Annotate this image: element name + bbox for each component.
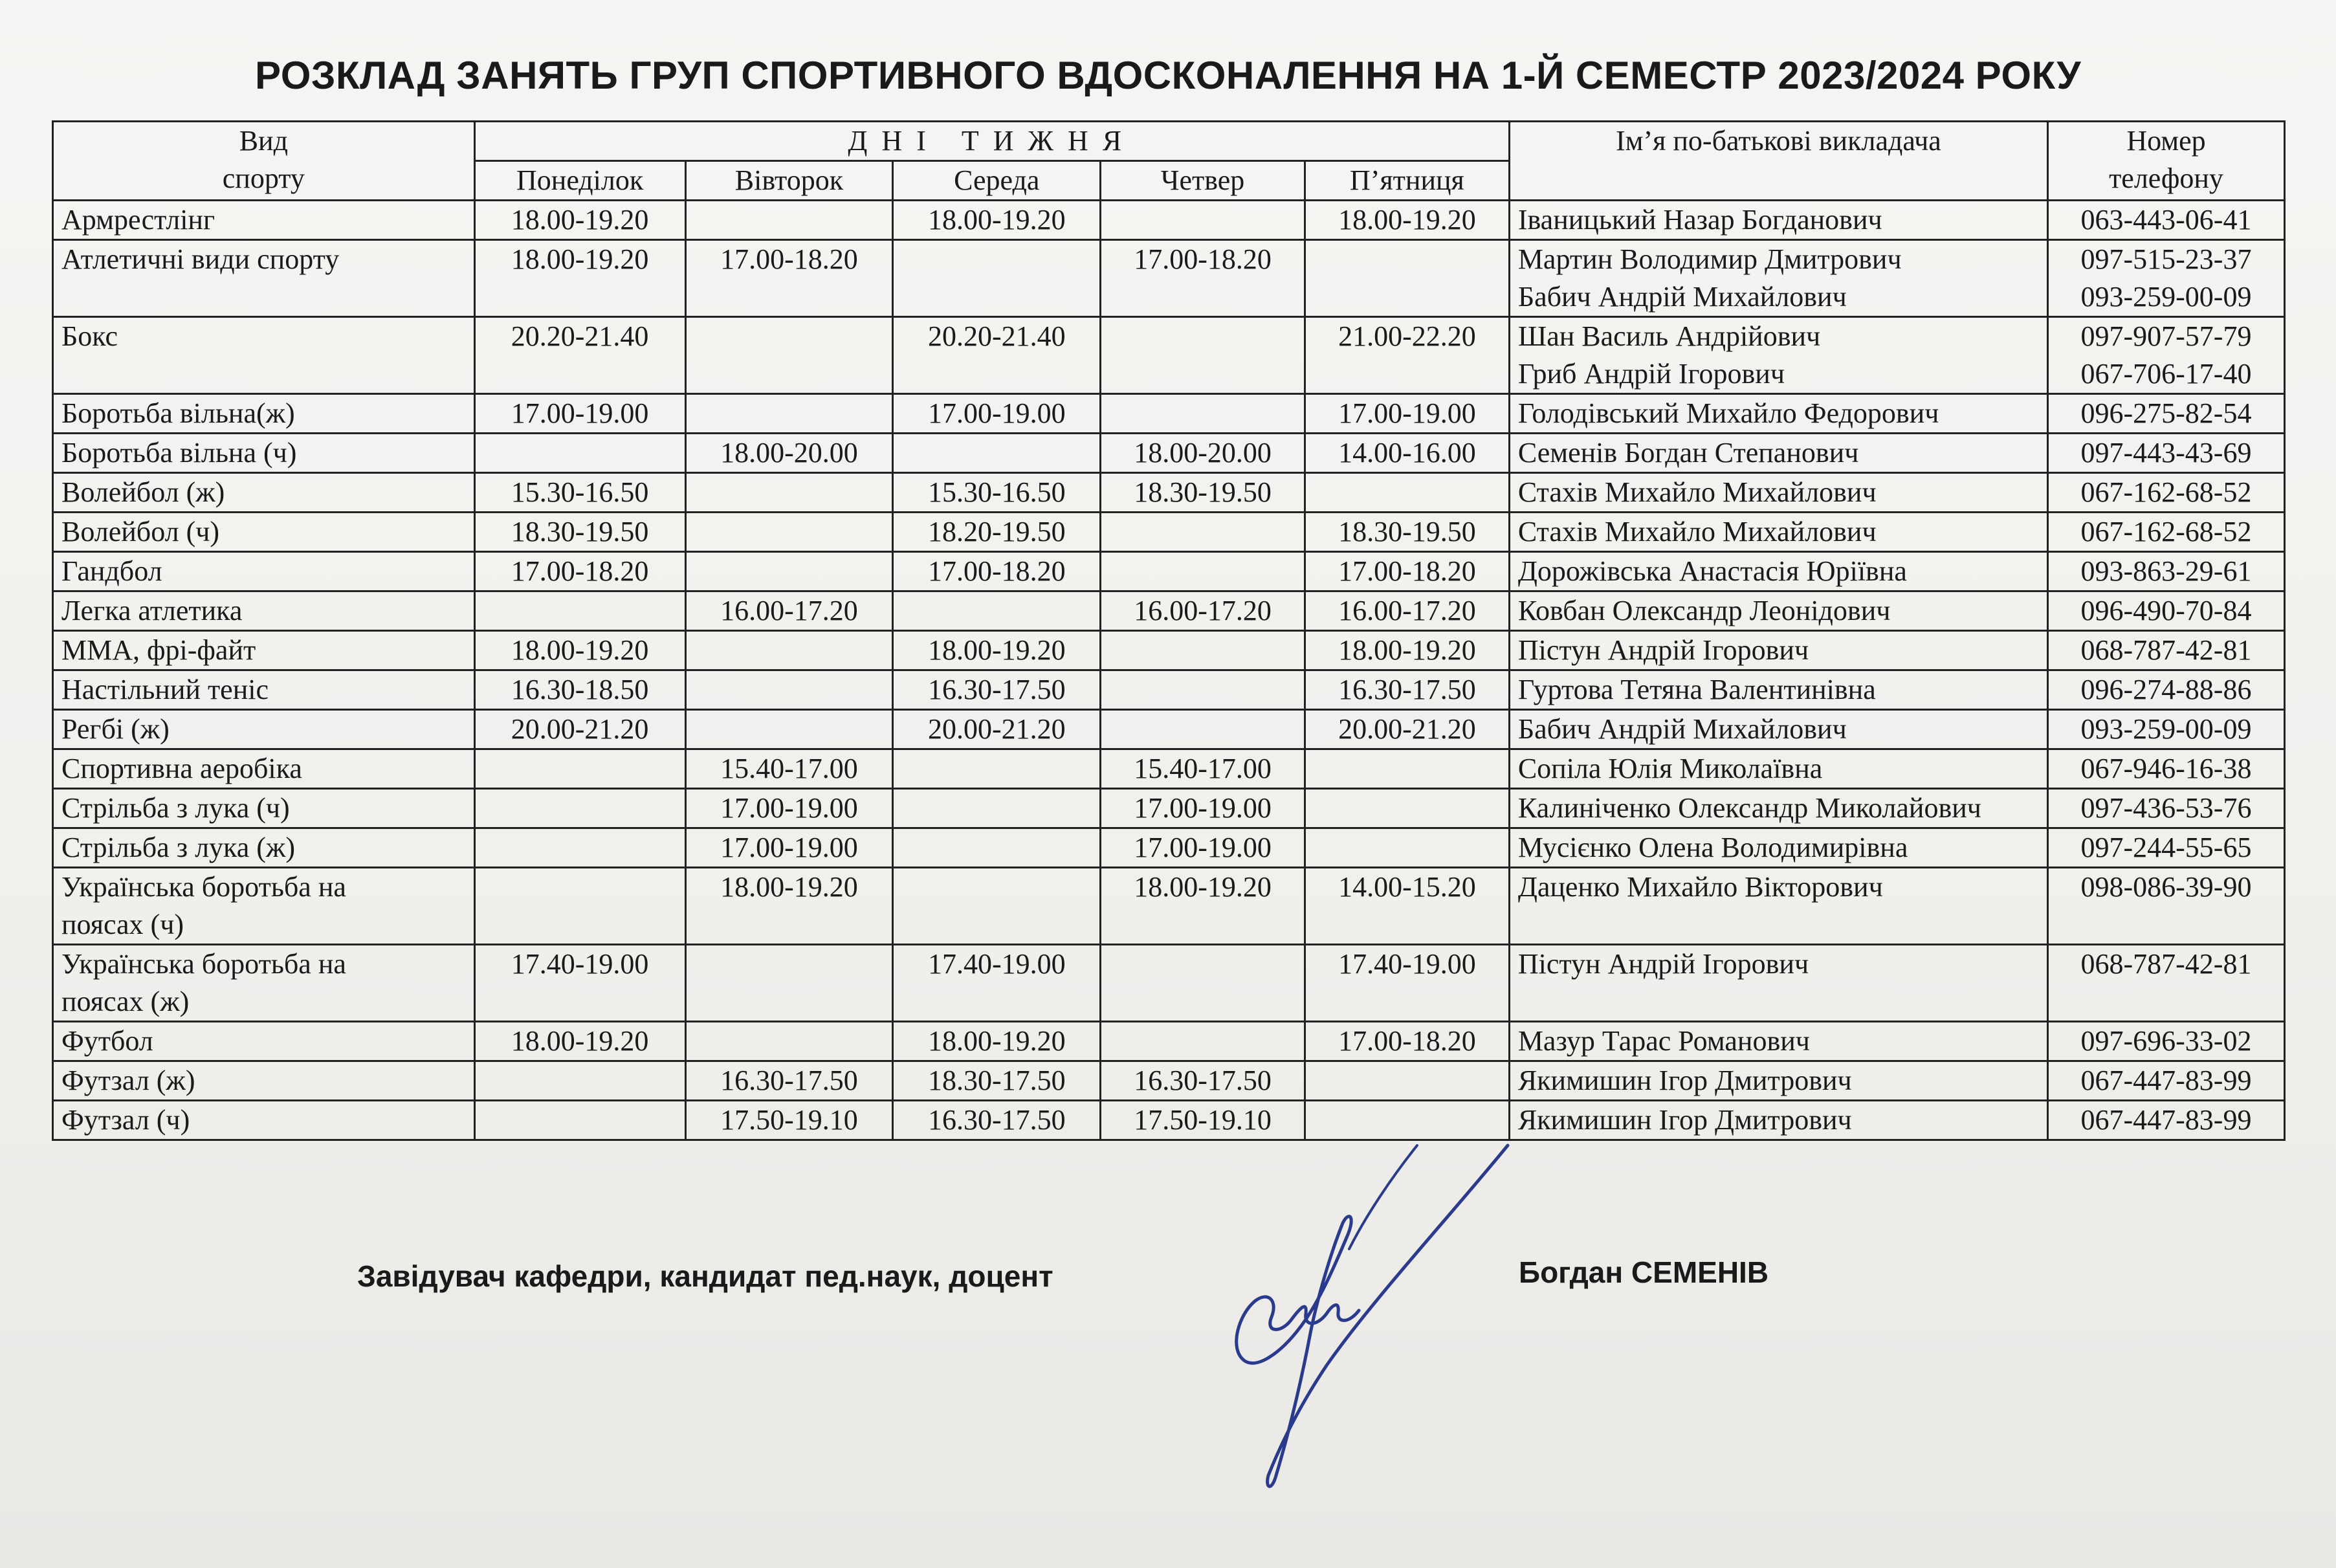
time-cell-wednesday <box>893 591 1101 631</box>
time-cell-tuesday: 16.00-17.20 <box>685 591 893 631</box>
time-cell-thursday: 17.50-19.10 <box>1101 1101 1305 1140</box>
sport-name: Бокс <box>61 320 118 352</box>
time-cell-wednesday <box>893 828 1101 868</box>
time-cell-thursday: 16.00-17.20 <box>1101 591 1305 631</box>
time-cell-friday: 18.00-19.20 <box>1305 631 1510 670</box>
phone-number: 098-086-39-90 <box>2080 871 2252 903</box>
teacher-cell <box>1509 513 2047 552</box>
time-cell-monday: 17.00-18.20 <box>474 552 685 591</box>
phone-number: 063-443-06-41 <box>2080 204 2252 236</box>
phone-number: 096-490-70-84 <box>2080 595 2252 626</box>
phone-number: 067-447-83-99 <box>2080 1104 2252 1136</box>
sport-name: Спортивна аеробіка <box>61 753 302 784</box>
phone-number: 093-259-00-09 <box>2080 281 2252 313</box>
teacher-name: Бабич Андрій Михайлович <box>1517 281 1847 313</box>
sport-cell <box>53 317 475 394</box>
time-cell-tuesday: 17.00-18.20 <box>685 240 893 317</box>
teacher-cell <box>1509 710 2047 749</box>
time-cell-wednesday: 16.30-17.50 <box>893 670 1101 710</box>
sport-name: Стрільба з лука (ж) <box>61 832 295 863</box>
teacher-column-header: Ім’я по-батькові викладача <box>1509 122 2047 201</box>
phone-number: 096-275-82-54 <box>2080 397 2252 429</box>
teacher-cell <box>1509 473 2047 513</box>
phone-cell <box>2047 434 2284 473</box>
sport-name: Боротьба вільна(ж) <box>61 397 295 429</box>
time-cell-wednesday: 20.00-21.20 <box>893 710 1101 749</box>
schedule-body <box>53 201 2285 1140</box>
sport-cell <box>53 670 475 710</box>
phone-cell <box>2047 1061 2284 1101</box>
phone-cell <box>2047 394 2284 434</box>
table-row <box>53 710 2285 749</box>
sport-cell <box>53 552 475 591</box>
time-cell-monday: 18.00-19.20 <box>474 201 685 240</box>
day-header-monday: Понеділок <box>474 161 685 201</box>
sport-column-header: Вид спорту <box>53 122 475 201</box>
phone-number: 067-162-68-52 <box>2080 476 2252 508</box>
time-cell-thursday: 18.00-20.00 <box>1101 434 1305 473</box>
sport-name: Українська боротьба на <box>61 871 346 903</box>
teacher-name: Гриб Андрій Ігорович <box>1517 358 1785 390</box>
handwritten-signature <box>1204 1139 1527 1501</box>
time-cell-monday: 18.00-19.20 <box>474 240 685 317</box>
phone-cell <box>2047 631 2284 670</box>
teacher-name: Іваницький Назар Богданович <box>1517 204 1882 236</box>
time-cell-tuesday <box>685 710 893 749</box>
teacher-name: Семенів Богдан Степанович <box>1517 437 1859 469</box>
phone-number: 097-696-33-02 <box>2080 1025 2252 1057</box>
sport-name: Атлетичні види спорту <box>61 243 340 275</box>
table-row <box>53 670 2285 710</box>
table-row <box>53 591 2285 631</box>
sport-cell <box>53 1061 475 1101</box>
sport-cell <box>53 868 475 945</box>
sport-cell <box>53 631 475 670</box>
table-row <box>53 552 2285 591</box>
table-row <box>53 317 2285 394</box>
time-cell-wednesday <box>893 434 1101 473</box>
time-cell-wednesday: 18.20-19.50 <box>893 513 1101 552</box>
teacher-name: Мусієнко Олена Володимирівна <box>1517 832 1908 863</box>
time-cell-thursday: 15.40-17.00 <box>1101 749 1305 789</box>
table-row <box>53 631 2285 670</box>
sport-name: Українська боротьба на <box>61 948 346 980</box>
time-cell-tuesday: 18.00-20.00 <box>685 434 893 473</box>
time-cell-tuesday <box>685 317 893 394</box>
time-cell-tuesday <box>685 201 893 240</box>
teacher-cell <box>1509 394 2047 434</box>
time-cell-wednesday: 15.30-16.50 <box>893 473 1101 513</box>
time-cell-monday <box>474 434 685 473</box>
day-header-wednesday: Середа <box>893 161 1101 201</box>
sport-cell <box>53 710 475 749</box>
table-row <box>53 1022 2285 1061</box>
table-row <box>53 749 2285 789</box>
table-row <box>53 240 2285 317</box>
sport-name: Волейбол (ж) <box>61 476 225 508</box>
teacher-cell <box>1509 789 2047 828</box>
time-cell-friday: 21.00-22.20 <box>1305 317 1510 394</box>
time-cell-tuesday <box>685 552 893 591</box>
phone-number: 068-787-42-81 <box>2080 634 2252 666</box>
time-cell-friday <box>1305 789 1510 828</box>
time-cell-wednesday: 20.20-21.40 <box>893 317 1101 394</box>
sport-name: поясах (ч) <box>61 909 184 940</box>
sport-cell <box>53 591 475 631</box>
phone-number: 068-787-42-81 <box>2080 948 2252 980</box>
signatory-position: Завідувач кафедри, кандидат пед.наук, доцент <box>357 1259 1053 1293</box>
time-cell-wednesday <box>893 240 1101 317</box>
time-cell-thursday: 17.00-19.00 <box>1101 789 1305 828</box>
time-cell-friday: 14.00-16.00 <box>1305 434 1510 473</box>
day-header-friday: П’ятниця <box>1305 161 1510 201</box>
teacher-cell <box>1509 552 2047 591</box>
teacher-name: Стахів Михайло Михайлович <box>1517 516 1877 547</box>
time-cell-friday: 16.30-17.50 <box>1305 670 1510 710</box>
time-cell-thursday <box>1101 201 1305 240</box>
time-cell-thursday <box>1101 945 1305 1022</box>
time-cell-wednesday: 18.30-17.50 <box>893 1061 1101 1101</box>
time-cell-thursday <box>1101 317 1305 394</box>
sport-name: поясах (ж) <box>61 986 190 1017</box>
phone-cell <box>2047 868 2284 945</box>
phone-cell <box>2047 710 2284 749</box>
sport-cell <box>53 749 475 789</box>
phone-cell <box>2047 201 2284 240</box>
sport-cell <box>53 201 475 240</box>
time-cell-monday: 18.00-19.20 <box>474 631 685 670</box>
teacher-name: Ковбан Олександр Леонідович <box>1517 595 1891 626</box>
phone-number: 097-907-57-79 <box>2080 320 2252 352</box>
phone-number: 067-447-83-99 <box>2080 1065 2252 1096</box>
time-cell-monday <box>474 789 685 828</box>
phone-cell <box>2047 789 2284 828</box>
teacher-name: Пістун Андрій Ігорович <box>1517 948 1809 980</box>
sport-cell <box>53 945 475 1022</box>
time-cell-wednesday: 16.30-17.50 <box>893 1101 1101 1140</box>
sport-cell <box>53 240 475 317</box>
sport-name: Футбол <box>61 1025 153 1057</box>
teacher-name: Даценко Михайло Вікторович <box>1517 871 1883 903</box>
time-cell-friday: 17.00-18.20 <box>1305 552 1510 591</box>
table-row <box>53 868 2285 945</box>
table-row <box>53 1101 2285 1140</box>
teacher-cell <box>1509 749 2047 789</box>
time-cell-tuesday: 17.50-19.10 <box>685 1101 893 1140</box>
time-cell-thursday: 17.00-18.20 <box>1101 240 1305 317</box>
phone-cell <box>2047 945 2284 1022</box>
time-cell-thursday <box>1101 1022 1305 1061</box>
phone-cell <box>2047 240 2284 317</box>
time-cell-tuesday <box>685 473 893 513</box>
teacher-name: Мартин Володимир Дмитрович <box>1517 243 1902 275</box>
phone-number: 097-436-53-76 <box>2080 792 2252 824</box>
time-cell-monday: 16.30-18.50 <box>474 670 685 710</box>
teacher-cell <box>1509 1101 2047 1140</box>
phone-cell <box>2047 591 2284 631</box>
time-cell-wednesday: 17.00-18.20 <box>893 552 1101 591</box>
time-cell-friday: 18.00-19.20 <box>1305 201 1510 240</box>
time-cell-monday <box>474 749 685 789</box>
time-cell-thursday: 16.30-17.50 <box>1101 1061 1305 1101</box>
time-cell-tuesday: 17.00-19.00 <box>685 828 893 868</box>
time-cell-monday: 18.30-19.50 <box>474 513 685 552</box>
time-cell-monday: 17.00-19.00 <box>474 394 685 434</box>
phone-cell <box>2047 670 2284 710</box>
time-cell-tuesday <box>685 394 893 434</box>
phone-cell <box>2047 552 2284 591</box>
time-cell-thursday <box>1101 552 1305 591</box>
phone-number: 097-443-43-69 <box>2080 437 2252 469</box>
sport-name: Гандбол <box>61 555 162 587</box>
time-cell-monday: 20.00-21.20 <box>474 710 685 749</box>
time-cell-friday <box>1305 749 1510 789</box>
phone-number: 097-515-23-37 <box>2080 243 2252 275</box>
sport-name: Стрільба з лука (ч) <box>61 792 290 824</box>
teacher-name: Дорожівська Анастасія Юріївна <box>1517 555 1907 587</box>
time-cell-friday: 17.40-19.00 <box>1305 945 1510 1022</box>
phone-cell <box>2047 828 2284 868</box>
sport-cell <box>53 473 475 513</box>
sport-cell <box>53 828 475 868</box>
time-cell-friday: 17.00-18.20 <box>1305 1022 1510 1061</box>
time-cell-tuesday: 17.00-19.00 <box>685 789 893 828</box>
time-cell-wednesday: 17.00-19.00 <box>893 394 1101 434</box>
time-cell-friday <box>1305 473 1510 513</box>
document-title: РОЗКЛАД ЗАНЯТЬ ГРУП СПОРТИВНОГО ВДОСКОНАЛЕННЯ НА 1-Й СЕМЕСТР 2023/2024 РОКУ <box>254 54 2082 97</box>
phone-number: 067-706-17-40 <box>2080 358 2252 390</box>
time-cell-thursday: 17.00-19.00 <box>1101 828 1305 868</box>
teacher-name: Калиніченко Олександр Миколайович <box>1517 792 1981 824</box>
sport-cell <box>53 1101 475 1140</box>
teacher-name: Голодівський Михайло Федорович <box>1517 397 1939 429</box>
sport-cell <box>53 434 475 473</box>
teacher-cell <box>1509 828 2047 868</box>
teacher-cell <box>1509 1061 2047 1101</box>
schedule-table <box>52 120 2286 1141</box>
time-cell-friday: 18.30-19.50 <box>1305 513 1510 552</box>
time-cell-wednesday: 17.40-19.00 <box>893 945 1101 1022</box>
teacher-name: Пістун Андрій Ігорович <box>1517 634 1809 666</box>
time-cell-monday: 17.40-19.00 <box>474 945 685 1022</box>
sport-name: Футзал (ж) <box>61 1065 195 1096</box>
days-header: ДНІ ТИЖНЯ <box>474 122 1509 161</box>
phone-number: 096-274-88-86 <box>2080 674 2252 705</box>
teacher-name: Стахів Михайло Михайлович <box>1517 476 1877 508</box>
time-cell-monday <box>474 868 685 945</box>
time-cell-tuesday <box>685 513 893 552</box>
time-cell-friday: 14.00-15.20 <box>1305 868 1510 945</box>
time-cell-monday <box>474 828 685 868</box>
teacher-cell <box>1509 240 2047 317</box>
table-row <box>53 513 2285 552</box>
time-cell-thursday <box>1101 513 1305 552</box>
time-cell-wednesday <box>893 868 1101 945</box>
table-row <box>53 434 2285 473</box>
time-cell-friday: 16.00-17.20 <box>1305 591 1510 631</box>
teacher-name: Шан Василь Андрійович <box>1517 320 1821 352</box>
time-cell-thursday <box>1101 394 1305 434</box>
time-cell-wednesday <box>893 789 1101 828</box>
time-cell-wednesday: 18.00-19.20 <box>893 631 1101 670</box>
teacher-name: Якимишин Ігор Дмитрович <box>1517 1065 1852 1096</box>
time-cell-monday <box>474 1061 685 1101</box>
time-cell-tuesday <box>685 945 893 1022</box>
signatory-name: Богдан СЕМЕНІВ <box>1519 1255 1769 1289</box>
teacher-cell <box>1509 945 2047 1022</box>
time-cell-thursday <box>1101 670 1305 710</box>
teacher-name: Мазур Тарас Романович <box>1517 1025 1810 1057</box>
sport-cell <box>53 513 475 552</box>
teacher-cell <box>1509 434 2047 473</box>
table-row <box>53 945 2285 1022</box>
table-row <box>53 789 2285 828</box>
time-cell-tuesday: 16.30-17.50 <box>685 1061 893 1101</box>
sport-cell <box>53 1022 475 1061</box>
table-row <box>53 828 2285 868</box>
teacher-name: Бабич Андрій Михайлович <box>1517 713 1847 745</box>
sport-cell <box>53 394 475 434</box>
sport-name: Настільний теніс <box>61 674 269 705</box>
teacher-cell <box>1509 1022 2047 1061</box>
teacher-name: Якимишин Ігор Дмитрович <box>1517 1104 1852 1136</box>
table-row <box>53 394 2285 434</box>
teacher-cell <box>1509 317 2047 394</box>
phone-number: 093-863-29-61 <box>2080 555 2252 587</box>
time-cell-thursday <box>1101 710 1305 749</box>
teacher-cell <box>1509 868 2047 945</box>
phone-cell <box>2047 317 2284 394</box>
teacher-cell <box>1509 201 2047 240</box>
phone-number: 067-946-16-38 <box>2080 753 2252 784</box>
time-cell-thursday: 18.30-19.50 <box>1101 473 1305 513</box>
table-row <box>53 201 2285 240</box>
time-cell-friday: 17.00-19.00 <box>1305 394 1510 434</box>
sport-cell <box>53 789 475 828</box>
time-cell-tuesday <box>685 1022 893 1061</box>
sport-name: Легка атлетика <box>61 595 243 626</box>
time-cell-monday <box>474 1101 685 1140</box>
time-cell-friday <box>1305 1061 1510 1101</box>
time-cell-tuesday <box>685 631 893 670</box>
teacher-cell <box>1509 670 2047 710</box>
day-header-tuesday: Вівторок <box>685 161 893 201</box>
sport-name: Боротьба вільна (ч) <box>61 437 297 469</box>
teacher-cell <box>1509 631 2047 670</box>
time-cell-friday <box>1305 828 1510 868</box>
phone-number: 097-244-55-65 <box>2080 832 2252 863</box>
time-cell-monday <box>474 591 685 631</box>
table-row <box>53 473 2285 513</box>
time-cell-wednesday: 18.00-19.20 <box>893 1022 1101 1061</box>
time-cell-thursday <box>1101 631 1305 670</box>
phone-cell <box>2047 1101 2284 1140</box>
day-header-thursday: Четвер <box>1101 161 1305 201</box>
phone-cell <box>2047 473 2284 513</box>
sport-name: ММА, фрі-файт <box>61 634 256 666</box>
sport-name: Волейбол (ч) <box>61 516 219 547</box>
sport-name: Футзал (ч) <box>61 1104 190 1136</box>
time-cell-friday: 20.00-21.20 <box>1305 710 1510 749</box>
time-cell-monday: 18.00-19.20 <box>474 1022 685 1061</box>
time-cell-wednesday: 18.00-19.20 <box>893 201 1101 240</box>
time-cell-thursday: 18.00-19.20 <box>1101 868 1305 945</box>
teacher-name: Сопіла Юлія Миколаївна <box>1517 753 1823 784</box>
time-cell-monday: 20.20-21.40 <box>474 317 685 394</box>
time-cell-monday: 15.30-16.50 <box>474 473 685 513</box>
time-cell-tuesday <box>685 670 893 710</box>
phone-cell <box>2047 513 2284 552</box>
teacher-name: Гуртова Тетяна Валентинівна <box>1517 674 1876 705</box>
time-cell-tuesday: 15.40-17.00 <box>685 749 893 789</box>
phone-column-header: Номер телефону <box>2047 122 2284 201</box>
phone-number: 093-259-00-09 <box>2080 713 2252 745</box>
time-cell-friday <box>1305 1101 1510 1140</box>
table-row <box>53 1061 2285 1101</box>
time-cell-tuesday: 18.00-19.20 <box>685 868 893 945</box>
time-cell-friday <box>1305 240 1510 317</box>
sport-name: Регбі (ж) <box>61 713 170 745</box>
sport-name: Армрестлінг <box>61 204 215 236</box>
time-cell-wednesday <box>893 749 1101 789</box>
phone-number: 067-162-68-52 <box>2080 516 2252 547</box>
phone-cell <box>2047 1022 2284 1061</box>
teacher-cell <box>1509 591 2047 631</box>
phone-cell <box>2047 749 2284 789</box>
